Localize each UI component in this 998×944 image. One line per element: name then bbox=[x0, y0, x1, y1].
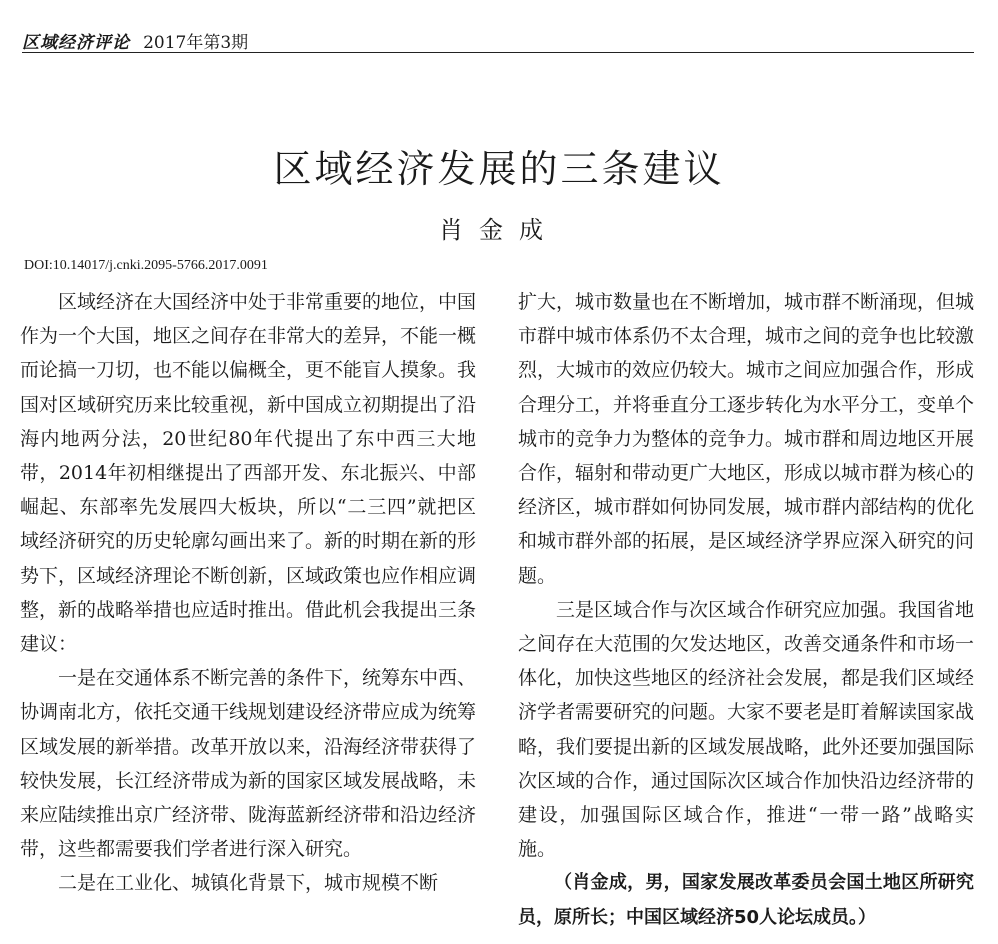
doi: DOI:10.14017/j.cnki.2095-5766.2017.0091 bbox=[24, 258, 268, 273]
right-column bbox=[518, 285, 974, 935]
author-name: 肖金成 bbox=[439, 216, 559, 244]
left-column bbox=[20, 285, 476, 901]
paragraph-suggestion-1: 一是在交通体系不断完善的条件下，统筹东中西、协调南北方，依托交通干线规划建设经济带应成为统筹区域发展的新举措。改革开放以来，沿海经济带获得了较快发展，长江经济带成为新的国家区域发展战略，未来应陆续推出京广经济带、陇海蓝新经济带和沿边经济带，这些都需要我们学者进行深入研究。 bbox=[20, 667, 477, 861]
paragraph-suggestion-2-start: 二是在工业化、城镇化背景下，城市规模不断 bbox=[58, 872, 439, 895]
journal-name: 区域经济评论 bbox=[22, 33, 130, 53]
issue-number: 2017年第3期 bbox=[143, 33, 249, 53]
paragraph-suggestion-2-cont: 扩大，城市数量也在不断增加，城市群不断涌现，但城市群中城市体系仍不太合理，城市之间的竞争也比较激烈，大城市的效应仍较大。城市之间应加强合作，形成合理分工，并将垂直分工逐步转化为水平分工，变单个城市的竞争力为整体的竞争力。城市群和周边地区开展合作，辐射和带动更广大地区，形成以城市群为核心的经济区，城市群如何协同发展，城市群内部结构的优化和城市群外部的拓展，是区域经济学界应深入研究的问题。 bbox=[518, 291, 975, 587]
paragraph-intro: 区域经济在大国经济中处于非常重要的地位，中国作为一个大国，地区之间存在非常大的差异，不能一概而论搞一刀切，也不能以偏概全，更不能盲人摸象。我国对区域研究历来比较重视，新中国成立初期提出了沿海内地两分法，20世纪80年代提出了东中西三大地带，2014年初相继提出了西部开发、东北振兴、中部崛起、东部率先发展四大板块，所以“二三四”就把区域经济研究的历史轮廓勾画出来了。新的时期在新的形势下，区域经济理论不断创新，区域政策也应作相应调整，新的战略举措也应适时推出。借此机会我提出三条建议： bbox=[20, 291, 477, 656]
paragraph-suggestion-3: 三是区域合作与次区域合作研究应加强。我国省地之间存在大范围的欠发达地区，改善交通条件和市场一体化，加快这些地区的经济社会发展，都是我们区域经济学者需要研究的问题。大家不要老是盯着解读国家战略，我们要提出新的区域发展战略，此外还要加强国际次区域的合作，通过国际次区域合作加快沿边经济带的建设，加强国际区域合作，推进“一带一路”战略实施。 bbox=[518, 598, 975, 861]
article-title: 区域经济发展的三条建议 bbox=[273, 147, 725, 191]
author-bio: （肖金成，男，国家发展改革委员会国土地区所研究员，原所长；中国区域经济50人论坛成员。） bbox=[518, 872, 974, 928]
running-header bbox=[22, 28, 974, 53]
